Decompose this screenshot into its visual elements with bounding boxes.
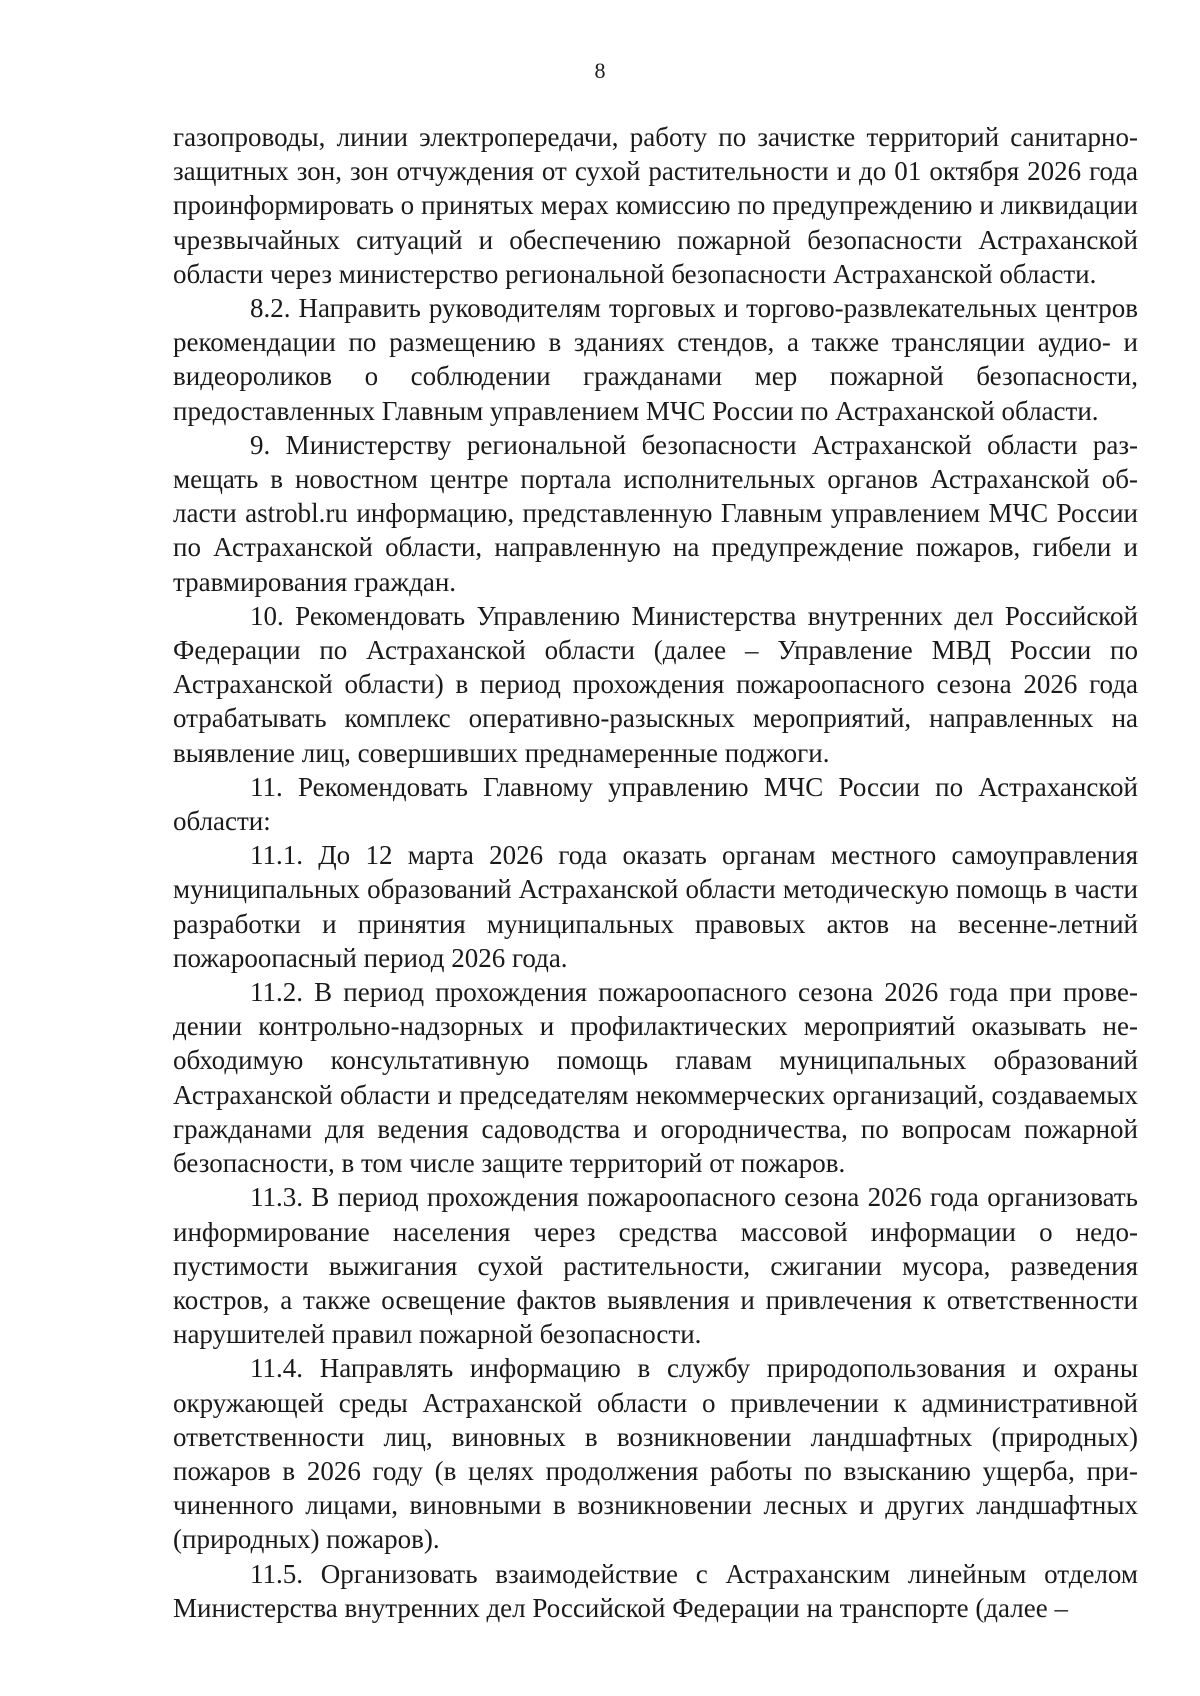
page-number: 8 <box>594 58 606 83</box>
paragraph-8-2: 8.2. Направить руководителям торговых и торгово-развлекательных центров рекомендации по размещению в зданиях стендов, а также трансляции аудио- и видеороликов о соблюдении гражданами мер пожарной безопасности, предоставленных Главным управлением МЧС России по Астраханской области. <box>173 293 1138 426</box>
paragraph-9: 9. Министерству региональной безопасности Астраханской области размещать в новостном центре портала исполнительных органов Астраханской области astrobl.ru информацию, представленную Главным управлением МЧС России по Астраханской области, направленную на предупреждение пожаров, гибели и травмирования граждан. <box>173 429 1138 597</box>
paragraph-11-4: 11.4. Направлять информацию в службу природопользования и охраны окружающей среды Астраханской области о привлечении к административной ответственности лиц, виновных в возникновении ландшафтных (природных) пожаров в 2026 году (в целях продолжения работы по взысканию ущерба, причиненного лицами, виновными в возникновении лесных и других ландшафтных (природных) пожаров). <box>173 1353 1138 1555</box>
paragraph-11: 11. Рекомендовать Главному управлению МЧС России по Астраханской области: <box>173 771 1138 837</box>
document-body <box>173 120 1138 1625</box>
paragraph-11-5: 11.5. Организовать взаимодействие с Астраханским линейным отделом Министерства внутренних дел Российской Федерации на транспорте (далее – <box>173 1558 1138 1623</box>
paragraph-continuation: газопроводы, линии электропередачи, работу по зачистке территорий санитарно-защитных зон, зон отчуждения от сухой растительности и до 01 октября 2026 года проинформировать о принятых мерах комиссию по предупреждению и ликвидации чрезвычайных ситуаций и обеспечению пожарной безопасности Астраханской области через министерство региональной безопасности Астраханской области. <box>173 122 1138 289</box>
paragraph-11-1: 11.1. До 12 марта 2026 года оказать органам местного самоуправления муниципальных образований Астраханской области методическую помощь в части разработки и принятия муниципальных правовых актов на весенне-летний пожароопасный период 2026 года. <box>173 840 1138 973</box>
paragraph-11-3: 11.3. В период прохождения пожароопасного сезона 2026 года организовать информирование населения через средства массовой информации о недопустимости выжигания сухой растительности, сжигании мусора, разведения костров, а также освещение фактов выявления и привлечения к ответственности нарушителей правил пожарной безопасности. <box>173 1182 1138 1350</box>
paragraph-11-2: 11.2. В период прохождения пожароопасного сезона 2026 года при проведении контрольно-надзорных и профилактических мероприятий оказывать необходимую консультативную помощь главам муниципальных образований Астраханской области и председателям некоммерческих организаций, создаваемых гражданами для ведения садоводства и огородничества, по вопросам пожарной безопасности, в том числе защите территорий от пожаров. <box>173 977 1138 1179</box>
paragraph-10: 10. Рекомендовать Управлению Министерства внутренних дел Российской Федерации по Астраханской области (далее – Управление МВД России по Астраханской области) в период прохождения пожароопасного сезона 2026 года отрабатывать комплекс оперативно-разыскных мероприятий, направленных на выявление лиц, совершивших преднамеренные поджоги. <box>173 600 1138 768</box>
